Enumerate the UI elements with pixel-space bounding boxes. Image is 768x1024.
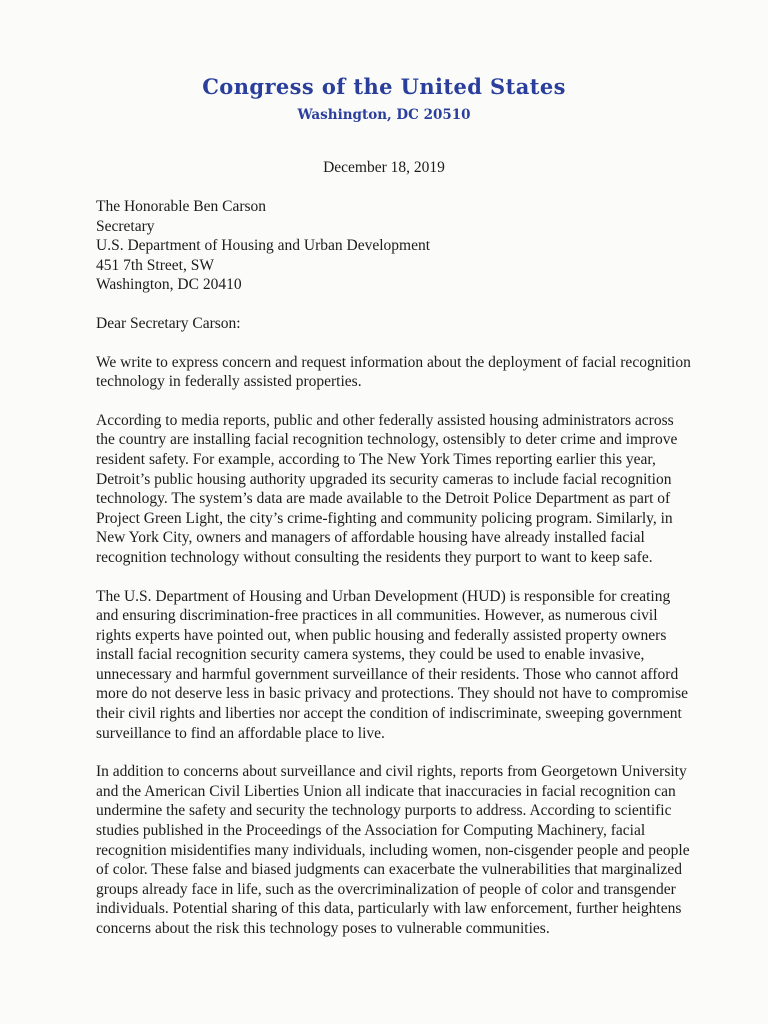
letter-date: December 18, 2019 bbox=[323, 159, 445, 176]
address-line: The Honorable Ben Carson bbox=[96, 198, 267, 215]
salutation: Dear Secretary Carson: bbox=[96, 314, 241, 332]
address-line: Secretary bbox=[96, 217, 155, 235]
address-line: 451 7th Street, SW bbox=[96, 256, 214, 274]
letterhead-title: Congress of the United States bbox=[202, 74, 566, 99]
body-paragraph: In addition to concerns about surveillance and civil rights, reports from Georgetown University and the American Civil Liberties Union all indicate that inaccuracies in facial recognition can undermine the safety and security the technology purports to address. According to scientific studies published in the Proceedings of the Association for Computing Machinery, facial recognition misidentifies many individuals, including women, non-cisgender people and people of color. These false and biased judgments can exacerbate the vulnerabilities that marginalized groups already face in life, such as the overcriminalization of people of color and transgender individuals. Potential sharing of this data, particularly with law enforcement, further heightens concerns about the risk this technology poses to vulnerable communities. bbox=[96, 763, 690, 937]
body-paragraph: The U.S. Department of Housing and Urban Development (HUD) is responsible for creating and ensuring discrimination-free practices in all communities. However, as numerous civil rights experts have pointed out, when public housing and federally assisted property owners install facial recognition security camera systems, they could be used to enable invasive, unnecessary and harmful government surveillance of their residents. Those who cannot afford more do not deserve less in basic privacy and protections. They should not have to compromise their civil rights and liberties nor accept the condition of indiscriminate, sweeping government surveillance to find an affordable place to live. bbox=[96, 587, 689, 742]
address-line: Washington, DC 20410 bbox=[96, 276, 242, 294]
body-paragraph: We write to express concern and request information about the deployment of facial recognition technology in federally assisted properties. bbox=[96, 353, 691, 391]
address-line: U.S. Department of Housing and Urban Development bbox=[96, 237, 431, 255]
letterhead bbox=[0, 74, 768, 123]
recipient-address bbox=[96, 197, 696, 295]
letter-body bbox=[96, 197, 696, 939]
letterhead-location: Washington, DC 20510 bbox=[297, 107, 471, 123]
body-paragraph: According to media reports, public and other federally assisted housing administrators across the country are installing facial recognition technology, ostensibly to deter crime and improve resident safety. For example, according to The New York Times reporting earlier this year, Detroit’s public housing authority upgraded its security cameras to include facial recognition technology. The system’s data are made available to the Detroit Police Department as part of Project Green Light, the city’s crime-fighting and community policing program. Similarly, in New York City, owners and managers of affordable housing have already installed facial recognition technology without consulting the residents they purport to want to keep safe. bbox=[96, 411, 678, 566]
